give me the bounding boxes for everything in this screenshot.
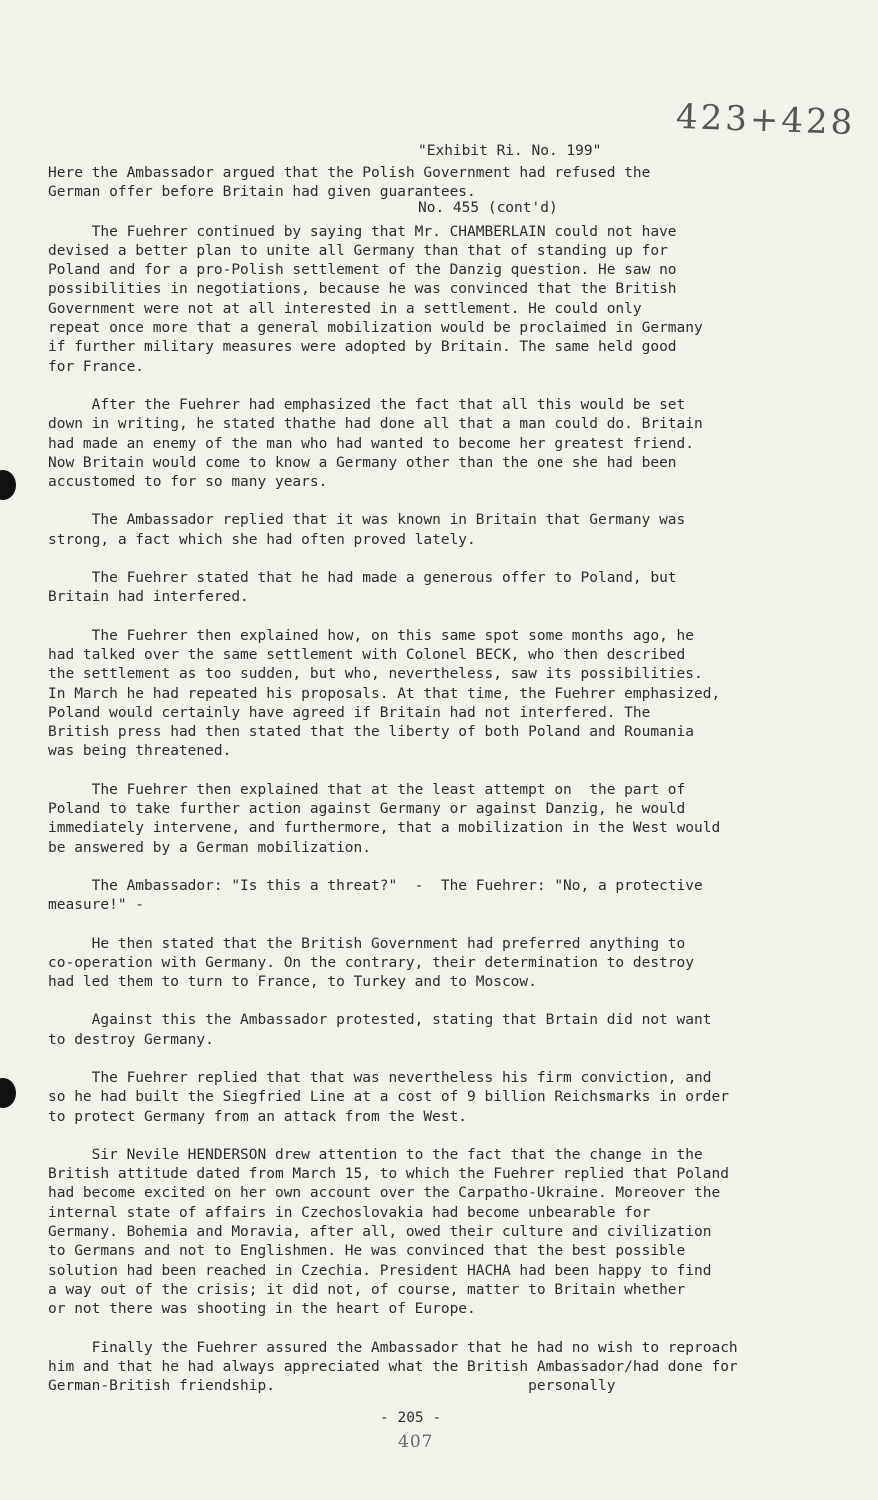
page-number: - 205 - [380,1410,442,1426]
paragraph: The Fuehrer then explained how, on this same spot some months ago, he had talked over the same settlement with Colonel BECK, who then described the settlement as too sudden, but who, nevertheless, saw its possibilities. In March he had repeated his proposals. At that time, the Fuehrer emphasized, Poland would certainly have agreed if Britain had not interfered. The British press had then stated that the liberty of both Poland and Roumania was being threatened. [48,627,721,760]
paragraph: Sir Nevile HENDERSON drew attention to the fact that the change in the British attitude dated from March 15, to which the Fuehrer replied that Poland had become excited on her own account over the Carpatho-Ukraine. Moreover the internal state of affairs in Czechoslovakia had become unbearable for Germany. Bohemia and Moravia, after all, owed their culture and civilization to Germans and not to Englishmen. He was convinced that the best possible solution had been reached in Czechia. President HACHA had been happy to find a way out of the crisis; it did not, of course, matter to Britain whether or not there was shooting in the heart of Europe. [48,1146,729,1318]
paragraph: The Fuehrer then explained that at the least attempt on the part of Poland to take further action against Germany or against Danzig, he would immediately intervene, and furthermore, that a mobilization in the West would be answered by a German mobilization. [48,781,721,856]
paragraph: He then stated that the British Government had preferred anything to co-operation with Germany. On the contrary, their determination to destroy had led them to turn to France, to Turkey and to Moscow. [48,935,695,991]
paragraph: The Fuehrer continued by saying that Mr. CHAMBERLAIN could not have devised a better plan to unite all Germany than that of standing up for Poland and for a pro-Polish settlement of the Danzig question. He saw no possibilities in negotiations, because he was convinced that the British Government were not at all interested in a settlement. He could only repeat once more that a general mobilization would be proclaimed in Germany if further military measures were adopted by Britain. The same held good for France. [48,223,703,375]
punch-hole-lower [0,1078,16,1108]
punch-hole-upper [0,470,16,500]
paragraph: The Fuehrer replied that that was nevertheless his firm conviction, and so he had built the Siegfried Line at a cost of 9 billion Reichsmarks in order to protect Germany from an attack from the West. [48,1069,729,1125]
paragraph: Against this the Ambassador protested, stating that Brtain did not want to destroy Germany. [48,1012,712,1048]
exhibit-label: "Exhibit Ri. No. 199" [418,143,602,159]
paragraph: Finally the Fuehrer assured the Ambassador that he had no wish to reproach him and that he had always appreciated what the British Ambassador/had done for German-British friendship. personally [48,1339,738,1395]
paragraph: The Fuehrer stated that he had made a generous offer to Poland, but Britain had interfered. [48,570,677,606]
document-number: No. 455 (cont'd) [418,200,558,216]
handwritten-document-number: 423+428 [675,96,856,144]
paragraph: After the Fuehrer had emphasized the fact that all this would be set down in writing, he stated thathe had done all that a man could do. Britain had made an enemy of the man who had wanted to become her greatest friend. Now Britain would come to know a Germany other than the one she had been accustomed to for so many years. [48,396,703,491]
paragraph: The Ambassador replied that it was known in Britain that Germany was strong, a fact which she had often proved lately. [48,512,686,548]
paragraph: Here the Ambassador argued that the Polish Government had refused the German offer before Britain had given guarantees. [48,165,651,201]
document-body [48,164,838,1396]
paragraph: The Ambassador: "Is this a threat?" - The Fuehrer: "No, a protective measure!" - [48,877,703,914]
handwritten-page-number: 407 [398,1432,434,1452]
